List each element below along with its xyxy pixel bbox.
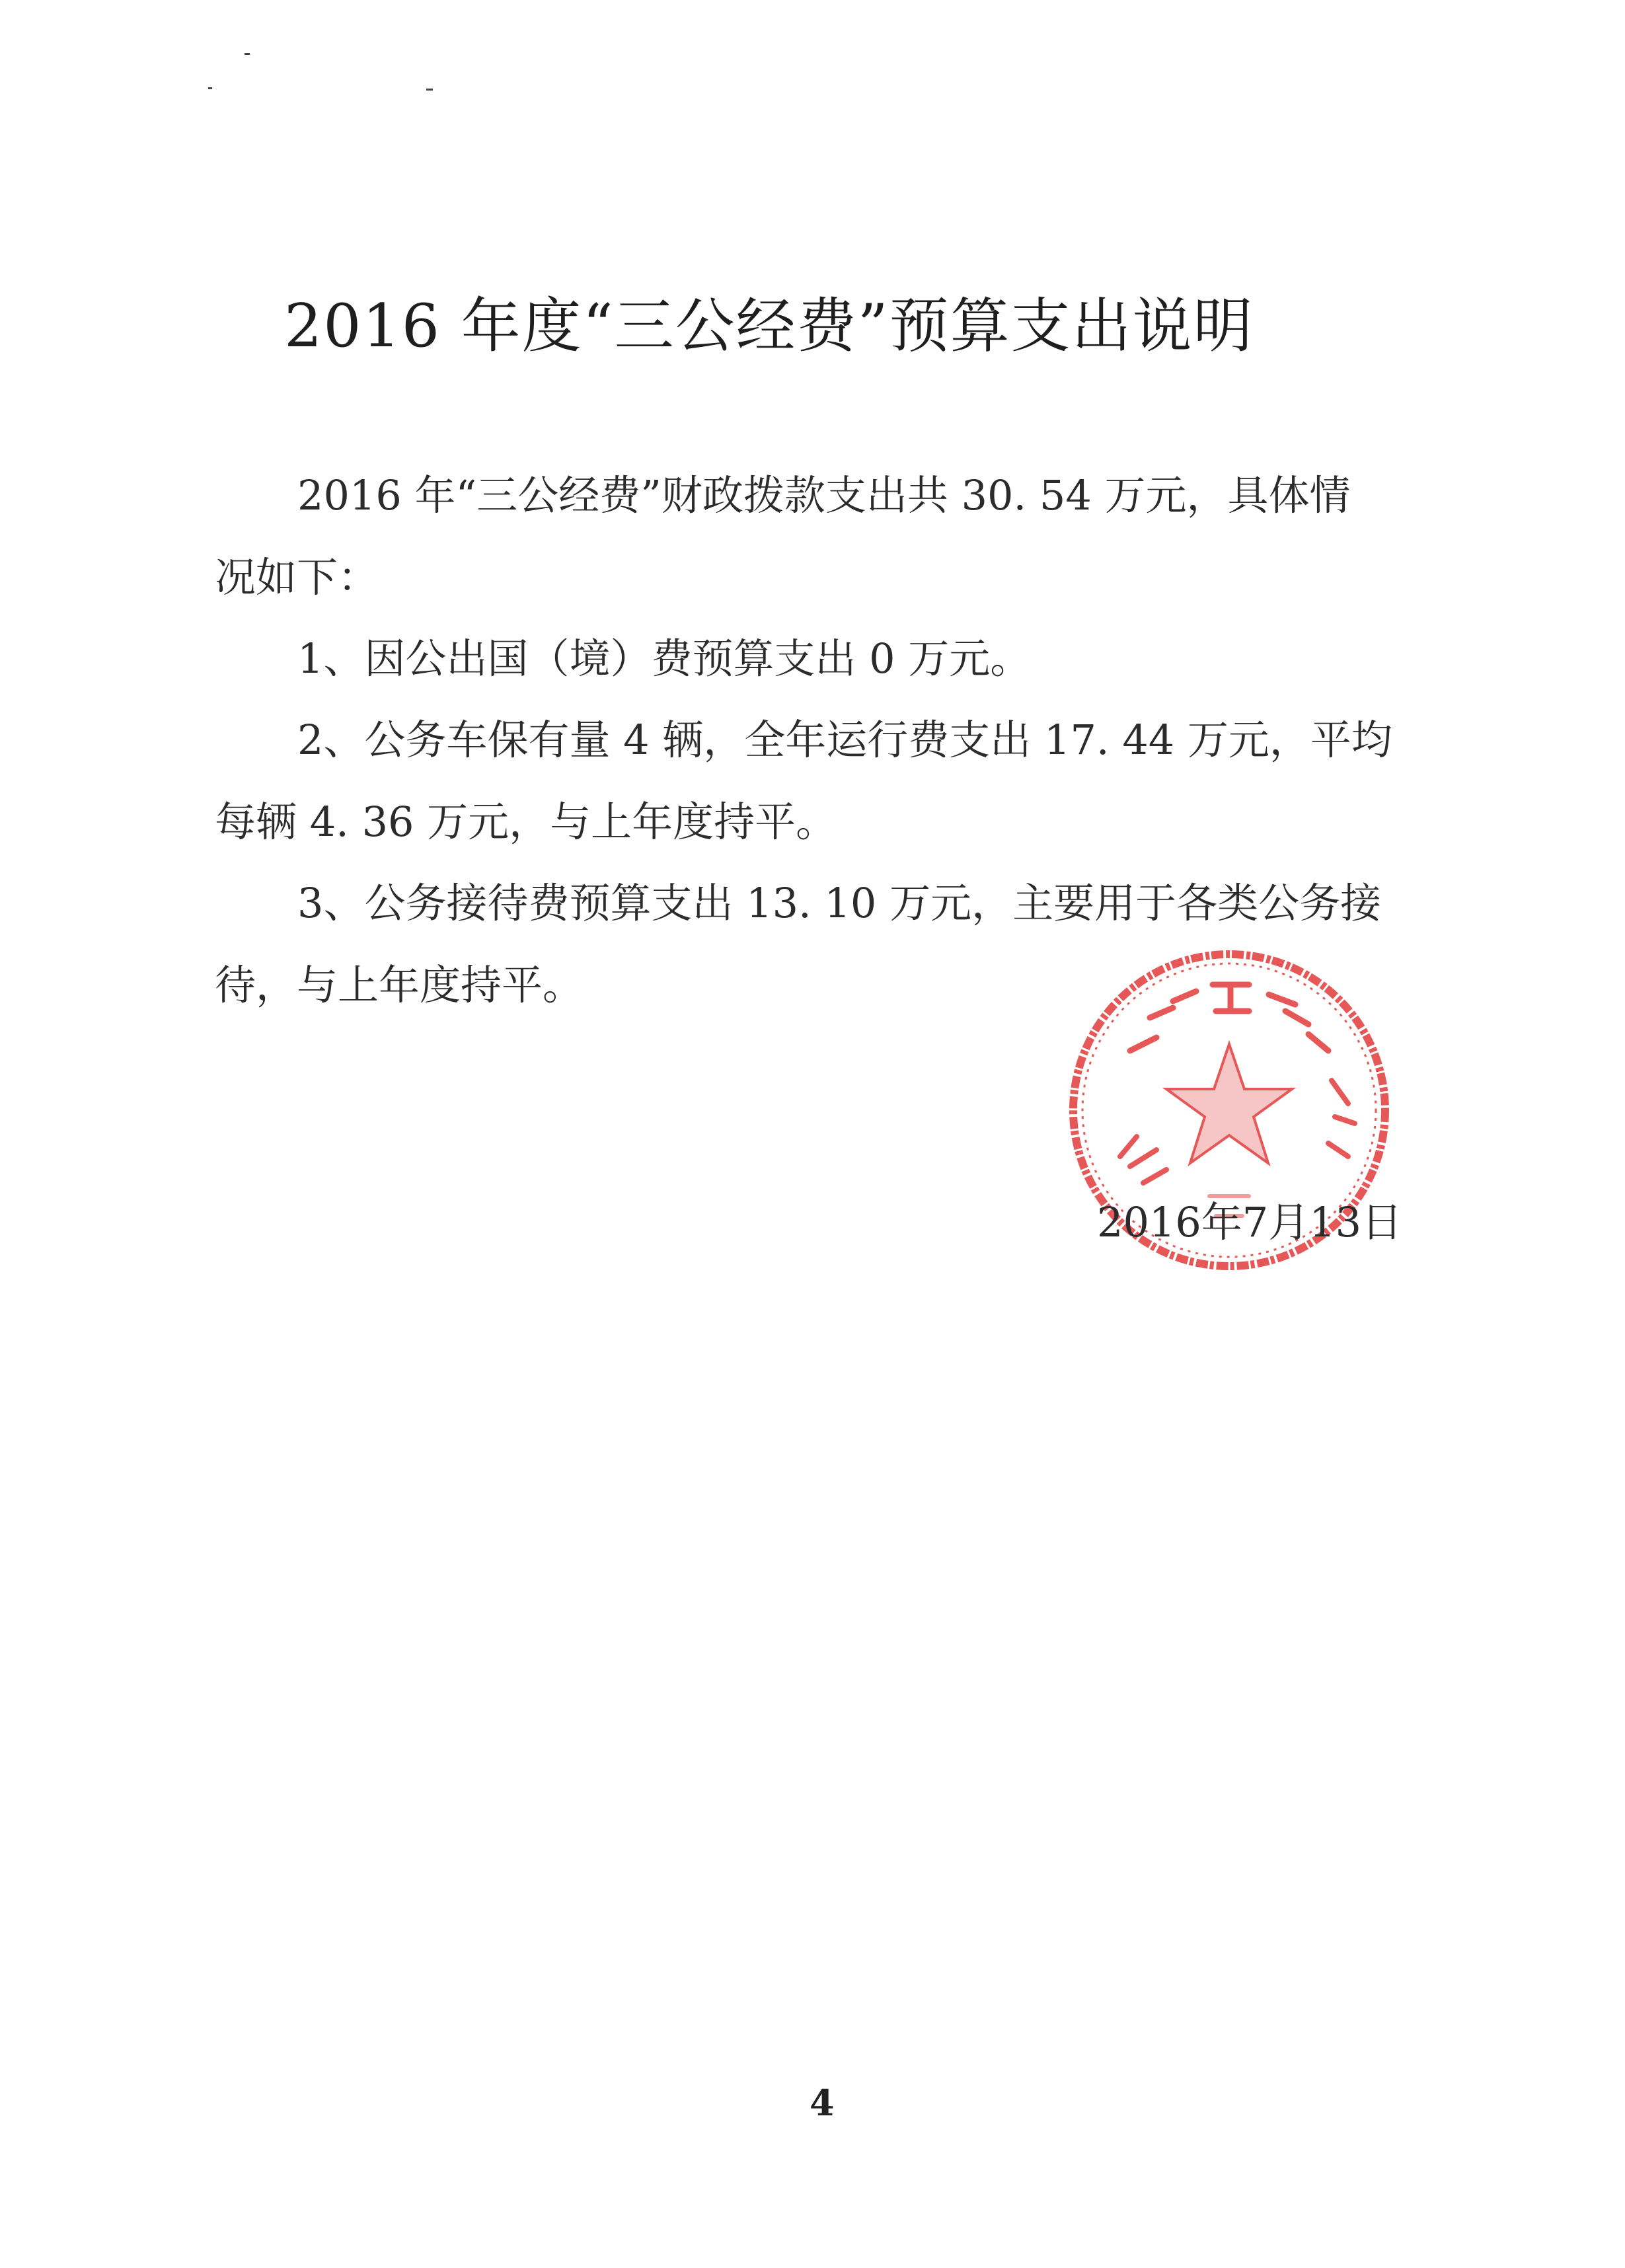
document-date: 2016年7月13日: [1097, 1198, 1403, 1246]
intro-paragraph: [215, 455, 1365, 619]
item-1-paragraph: [215, 618, 1365, 700]
item-3-line-1: 3、公务接待费预算支出 13. 10 万元，主要用于各类公务接: [297, 879, 1382, 927]
item-3-line-2: 待，与上年度持平。: [215, 961, 584, 1009]
intro-line-2: 况如下：: [215, 553, 379, 601]
page-number: 4: [810, 2082, 835, 2124]
scan-artifact: [208, 87, 212, 89]
scan-artifact: [426, 89, 433, 91]
item-2-paragraph: [215, 699, 1392, 863]
item-2-line-2: 每辆 4. 36 万元，与上年度持平。: [215, 798, 837, 846]
intro-line-1: 2016 年“三公经费”财政拨款支出共 30. 54 万元，具体情: [297, 471, 1351, 519]
scan-artifact: [245, 53, 250, 55]
document-title: 2016 年度“三公经费”预算支出说明: [284, 291, 1254, 361]
item-2-line-1: 2、公务车保有量 4 辆，全年运行费支出 17. 44 万元，平均: [297, 716, 1392, 764]
item-1-text: 1、因公出国（境）费预算支出 0 万元。: [297, 634, 1032, 683]
